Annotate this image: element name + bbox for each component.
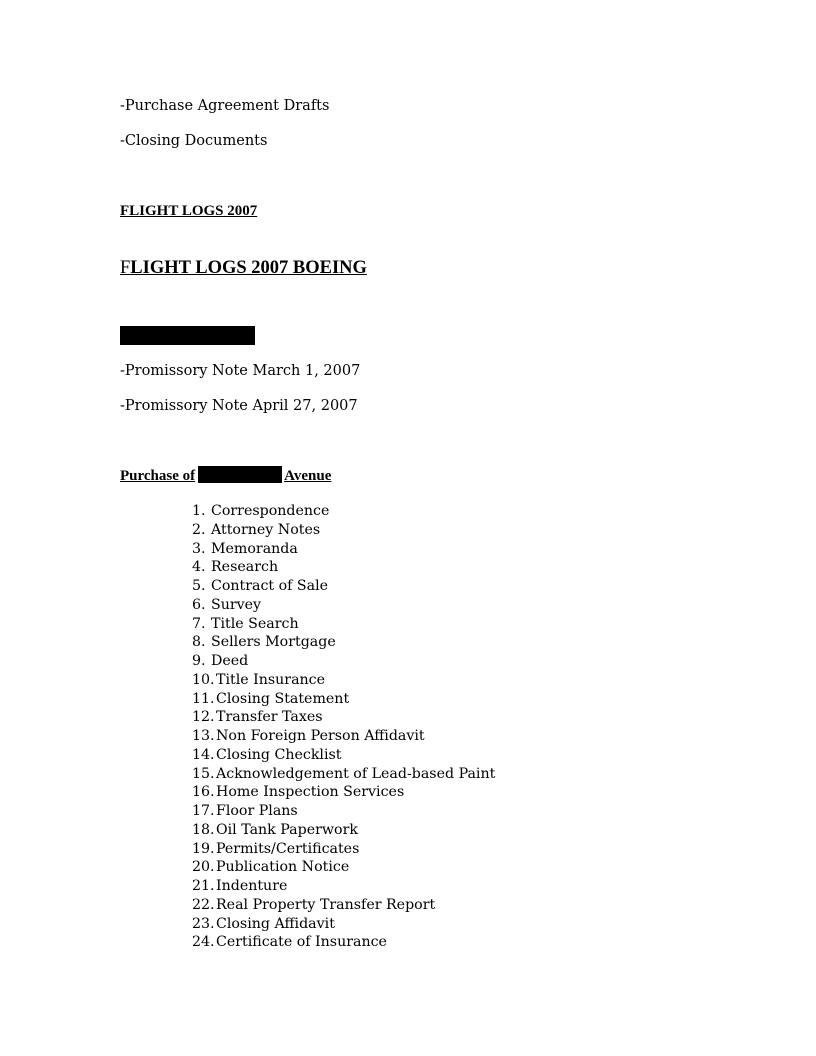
list-item-number: 14. [192, 746, 215, 763]
list-item [192, 502, 495, 521]
list-item-number: 16. [192, 784, 215, 801]
document-list [192, 502, 495, 952]
list-item [192, 596, 495, 615]
list-item-number: 23. [192, 915, 215, 932]
list-item-label: Sellers Mortgage [211, 634, 336, 651]
list-item [192, 615, 495, 634]
list-item-label: Permits/Certificates [216, 840, 360, 857]
list-item [192, 633, 495, 652]
list-item [192, 821, 495, 840]
list-item-number: 7. [192, 615, 206, 632]
list-item-number: 22. [192, 896, 215, 913]
list-item-label: Transfer Taxes [216, 709, 323, 726]
list-item-label: Deed [211, 653, 249, 669]
list-item-label: Home Inspection Services [216, 784, 405, 801]
list-item [192, 690, 495, 709]
list-item-number: 12. [192, 709, 215, 726]
list-item-number: 8. [192, 634, 206, 651]
list-item-number: 5. [192, 578, 206, 594]
list-item-label: Title Search [211, 615, 299, 632]
list-item-label: Acknowledgement of Lead-based Paint [216, 765, 496, 782]
list-item [192, 896, 495, 915]
list-item-number: 10. [192, 671, 215, 688]
heading-purchase-of-avenue [120, 466, 331, 485]
list-item [192, 840, 495, 859]
list-item [192, 727, 495, 746]
list-item-label: Real Property Transfer Report [216, 896, 436, 913]
list-item-number: 19. [192, 840, 215, 857]
list-item-number: 13. [192, 728, 215, 744]
list-item [192, 802, 495, 821]
list-item-label: Closing Checklist [216, 746, 342, 763]
list-item-label: Publication Notice [216, 859, 350, 876]
item-closing-documents: -Closing Documents [120, 133, 268, 149]
list-item [192, 746, 495, 765]
heading-first-letter: F [120, 258, 131, 278]
list-item [192, 652, 495, 671]
list-item-label: Survey [211, 596, 262, 613]
list-item-number: 18. [192, 821, 215, 838]
list-item-label: Closing Affidavit [216, 915, 335, 932]
list-item [192, 858, 495, 877]
list-item [192, 915, 495, 934]
item-promissory-note-march: -Promissory Note March 1, 2007 [120, 363, 361, 379]
redaction-block [120, 326, 255, 345]
list-item [192, 540, 495, 559]
heading-rest: LIGHT LOGS 2007 BOEING [130, 258, 367, 278]
list-item-number: 20. [192, 859, 215, 876]
list-item-label: Indenture [216, 878, 288, 894]
list-item-label: Memoranda [211, 540, 298, 557]
list-item-number: 15. [192, 765, 215, 782]
list-item [192, 765, 495, 784]
list-item [192, 933, 495, 952]
item-purchase-agreement-drafts: -Purchase Agreement Drafts [120, 98, 330, 114]
list-item [192, 783, 495, 802]
list-item [192, 671, 495, 690]
list-item-label: Non Foreign Person Affidavit [216, 728, 425, 744]
list-item-label: Closing Statement [216, 690, 350, 707]
list-item-label: Correspondence [211, 503, 330, 519]
list-item-label: Certificate of Insurance [216, 934, 387, 951]
list-item-number: 4. [192, 559, 206, 576]
list-item-label: Oil Tank Paperwork [216, 821, 358, 838]
list-item-number: 2. [192, 521, 206, 538]
list-item-label: Attorney Notes [211, 521, 321, 538]
heading-flight-logs-2007: FLIGHT LOGS 2007 [120, 203, 258, 219]
item-promissory-note-april: -Promissory Note April 27, 2007 [120, 398, 358, 414]
heading-purchase-suffix: Avenue [284, 468, 332, 484]
list-item [192, 708, 495, 727]
list-item-number: 17. [192, 803, 215, 819]
list-item [192, 521, 495, 540]
list-item-number: 11. [192, 690, 215, 707]
list-item-label: Contract of Sale [211, 578, 329, 594]
list-item-label: Research [211, 559, 279, 576]
list-item [192, 877, 495, 896]
list-item-number: 21. [192, 878, 215, 894]
list-item-label: Title Insurance [216, 671, 326, 688]
list-item-number: 3. [192, 540, 206, 557]
list-item-number: 24. [192, 934, 215, 951]
heading-purchase-prefix: Purchase of [120, 468, 196, 484]
redaction-inline [198, 466, 282, 483]
list-item-number: 6. [192, 596, 206, 613]
list-item [192, 558, 495, 577]
list-item [192, 577, 495, 596]
list-item-number: 1. [192, 503, 206, 519]
heading-flight-logs-2007-boeing [120, 257, 367, 279]
list-item-number: 9. [192, 653, 206, 669]
list-item-label: Floor Plans [216, 803, 298, 819]
